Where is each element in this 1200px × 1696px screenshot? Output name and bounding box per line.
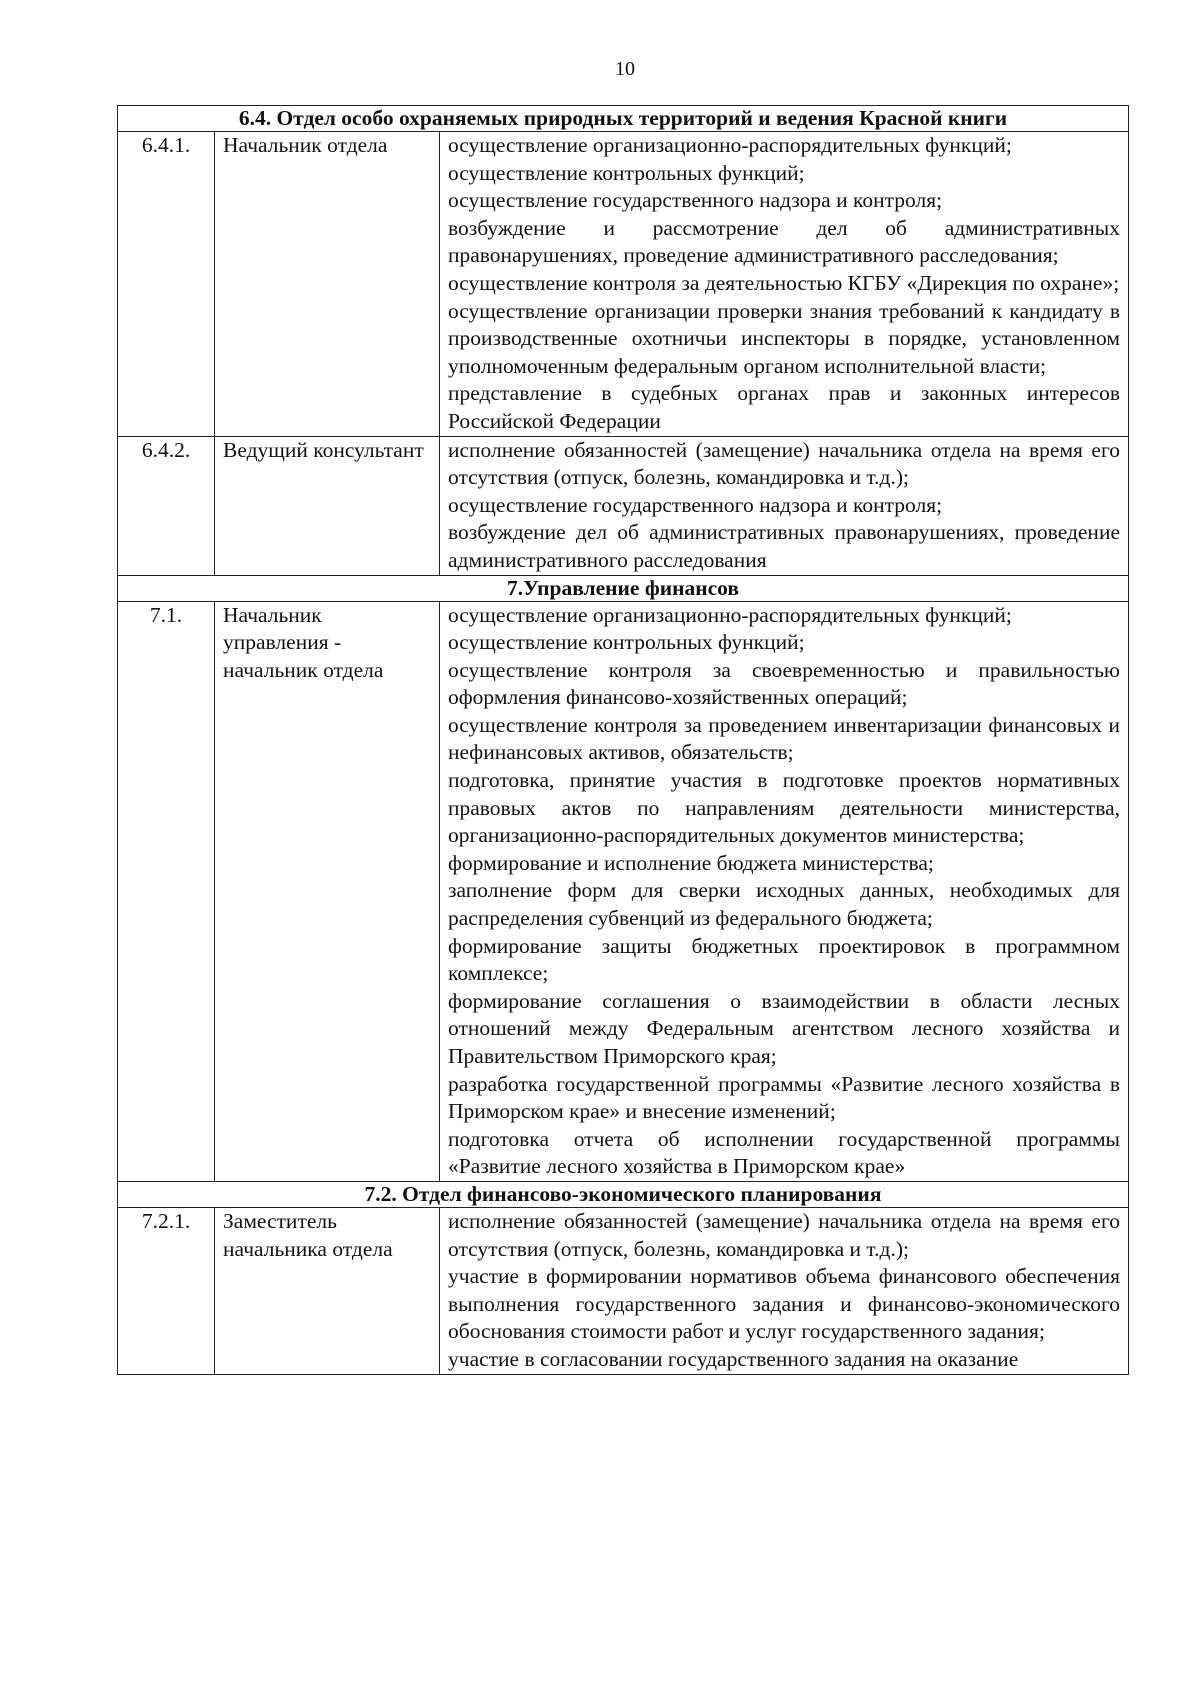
- duty-item: осуществление контроля за своевременностью и правильностью оформления финансово-хозяйственных операций;: [448, 657, 1120, 710]
- table-row: [118, 132, 1129, 437]
- duty-item: осуществление организационно-распорядительных функций;: [448, 133, 1012, 157]
- duty-item: осуществление государственного надзора и контроля;: [448, 492, 943, 517]
- position-title: Начальник управления - начальник отдела: [215, 601, 440, 1181]
- duty-item: представление в судебных органах прав и законных интересов Российской Федерации: [448, 381, 1120, 433]
- position-title: Начальник отдела: [215, 132, 440, 437]
- section-title: 6.4. Отдел особо охраняемых природных территорий и ведения Красной книги: [118, 106, 1129, 132]
- duty-item: возбуждение дел об административных правонарушениях, проведение административного расследования: [448, 520, 1120, 572]
- duties-list: [440, 1207, 1129, 1374]
- duty-item: разработка государственной программы «Развитие лесного хозяйства в Приморском крае» и внесение изменений;: [448, 1071, 1120, 1124]
- duty-item: осуществление государственного надзора и контроля;: [448, 188, 943, 213]
- duties-list: [440, 132, 1129, 437]
- duties-list: [440, 436, 1129, 575]
- duty-item: подготовка, принятие участия в подготовке проектов нормативных правовых актов по направлениям деятельности министерства, организационно-распорядительных документов министерства;: [448, 768, 1120, 848]
- section-header-row: [118, 1181, 1129, 1207]
- section-title: 7.2. Отдел финансово-экономического планирования: [118, 1181, 1129, 1207]
- duty-item: возбуждение и рассмотрение дел об административных правонарушениях, проведение административного расследования;: [448, 215, 1120, 268]
- row-number: 7.2.1.: [118, 1207, 215, 1374]
- duty-item: формирование защиты бюджетных проектировок в программном комплексе;: [448, 933, 1120, 986]
- duty-item: подготовка отчета об исполнении государственной программы «Развитие лесного хозяйства в Приморском крае»: [448, 1126, 1120, 1179]
- position-title: Заместитель начальника отдела: [215, 1207, 440, 1374]
- duty-item: осуществление организации проверки знания требований к кандидату в производственные охотничьи инспекторы в порядке, установленном уполномоченным федеральным органом исполнительной власти;: [448, 298, 1120, 378]
- page-number: 10: [615, 58, 635, 80]
- duty-item: формирование соглашения о взаимодействии в области лесных отношений между Федеральным агентством лесного хозяйства и Правительством Приморского края;: [448, 988, 1120, 1068]
- table-row: [118, 601, 1129, 1181]
- row-number: 6.4.2.: [118, 436, 215, 575]
- table-row: [118, 436, 1129, 575]
- duties-list: [440, 601, 1129, 1181]
- table-row: [118, 1207, 1129, 1374]
- duty-item: участие в согласовании государственного задания на оказание: [448, 1346, 1019, 1371]
- duty-item: осуществление контрольных функций;: [448, 160, 805, 185]
- duty-item: формирование и исполнение бюджета министерства;: [448, 850, 934, 875]
- duty-item: исполнение обязанностей (замещение) начальника отдела на время его отсутствия (отпуск, болезнь, командировка и т.д.);: [448, 437, 1120, 490]
- section-header-row: [118, 575, 1129, 601]
- duty-item: осуществление контроля за деятельностью КГБУ «Дирекция по охране»;: [448, 270, 1120, 295]
- row-number: 6.4.1.: [118, 132, 215, 437]
- section-header-row: [118, 106, 1129, 132]
- duties-table: [117, 105, 1129, 1375]
- duty-item: участие в формировании нормативов объема финансового обеспечения выполнения государственного задания и финансово-экономического обоснования стоимости работ и услуг государственного задания;: [448, 1264, 1120, 1344]
- duty-item: осуществление контрольных функций;: [448, 630, 805, 655]
- duty-item: осуществление организационно-распорядительных функций;: [448, 602, 1012, 627]
- row-number: 7.1.: [118, 601, 215, 1181]
- position-title: Ведущий консультант: [215, 436, 440, 575]
- duty-item: исполнение обязанностей (замещение) начальника отдела на время его отсутствия (отпуск, болезнь, командировка и т.д.);: [448, 1208, 1120, 1261]
- duty-item: осуществление контроля за проведением инвентаризации финансовых и нефинансовых активов, обязательств;: [448, 712, 1120, 765]
- duty-item: заполнение форм для сверки исходных данных, необходимых для распределения субвенций из федерального бюджета;: [448, 878, 1120, 931]
- section-title: 7.Управление финансов: [118, 575, 1129, 601]
